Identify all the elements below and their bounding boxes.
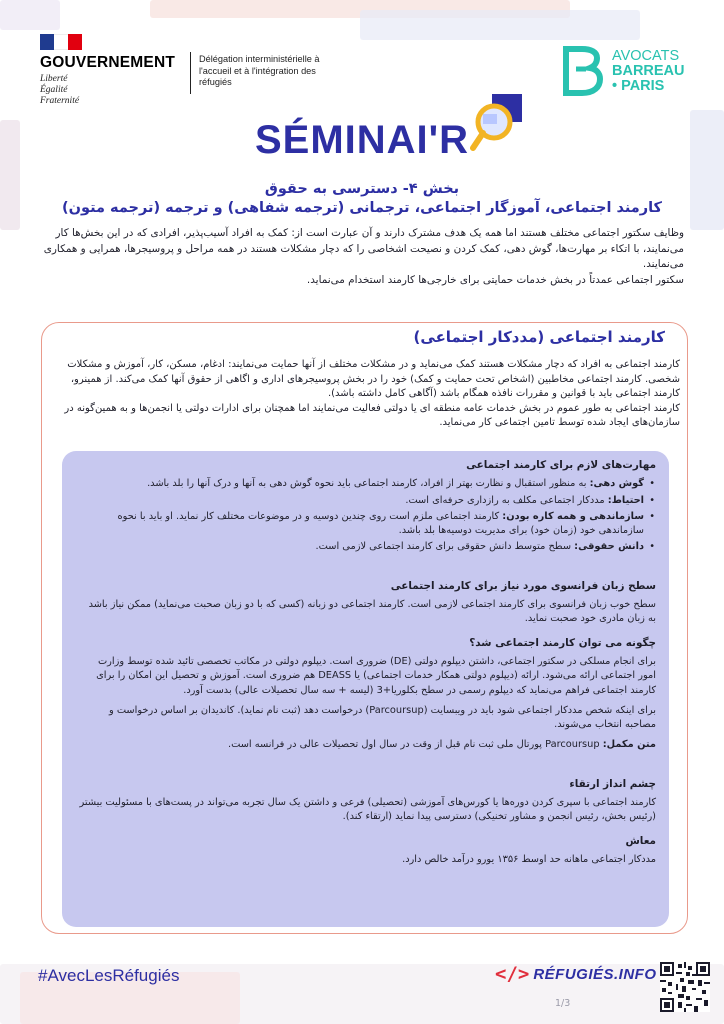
list-item: • سازماندهی و همه کاره بودن: کارمند اجتماعی ملزم است روی چندین دوسیه و در موضوعات مختلف کار نماید. او باید با نحوه سازماندهی خود (زمان خود) برای مدیریت دوسیه‌ها بلد باشد. xyxy=(78,510,644,539)
magnifier-icon xyxy=(470,92,530,158)
hashtag: #AvecLesRéfugiés xyxy=(38,966,180,985)
seminar-title xyxy=(0,118,724,163)
avocats-barreau-paris-logo: AVOCATS BARREAU • PARIS xyxy=(560,45,685,97)
skills-list xyxy=(78,477,656,554)
government-name: GOUVERNEMENT xyxy=(40,54,176,71)
government-logo xyxy=(40,34,200,107)
career-heading: چشم انداز ارتقاء xyxy=(569,777,656,790)
box-intro: کارمند اجتماعی به افراد که دچار مشکلات هستند کمک می‌نماید و در مشکلات مختلف از آنها حمایت می‌نمایند: ادغام، مسکن، کار، آموزش و مشکلات شخصی. کارمند اجتماعی مخاطبین (اشخاص تحت حمایت و کمک) خود را در بخش پروسیجرهای اداری و اگاهی از حقوق آنها کمک می‌کند. از همینرو، کارمند اجتماعی باید با قوانین و مقررات نافذه همگام باشد (آگاهی کامل داشته باشد). کارمند اجتماعی به طور عموم در بخش خدمات عامه منطقه ای یا دولتی فعالیت می‌نمایند اما همچنان برای ادارات دولتی یا انجمن‌ها و به همین‌گونه در سازمان‌های ایجاد شده توسط تامین اجتماعی کار می‌نماید. xyxy=(64,359,680,429)
how-to-become-text: برای انجام مسلکی در سکتور اجتماعی، داشتن دیپلوم دولتی (DE) ضروری است. دیپلوم دولتی در مکاتب تخصصی تائید شده توسط وزارت امور اجتماعی ارائه می‌شود. ارائه (دیپلوم دولتی همکار خدمات اجتماعی) یا DEASS هم ضروری است. آموزش و تحصیل این امکان را برای کارمند اجتماعی فراهم می‌نماید که دیپلوم رسمی در سطح بکلوریا+3 (لیسه + سه سال تحصیلات عالی) بدست آورد. xyxy=(96,655,656,696)
barreau-b-icon xyxy=(560,45,606,97)
salary-heading: معاش xyxy=(625,834,656,847)
french-flag-icon xyxy=(40,34,82,50)
salary-text: مددکار اجتماعی ماهانه حد اوسط ۱۳۵۶ یورو درآمد خالص دارد. xyxy=(402,853,656,865)
section-heading: بخش ۴- دسترسی به حقوق کارمند اجتماعی، آموزگار اجتماعی، ترجمانی (ترجمه شفاهی) و ترجمه (ترجمه متون) xyxy=(62,181,662,216)
french-level-text: سطح خوب زبان فرانسوی برای کارمند اجتماعی لازمی است. کارمند اجتماعی دو زبانه (کسی که با دو زبان صحبت می‌نماید) ممکن نیاز باشد به زبان مادری خود صحبت نماید. xyxy=(88,599,656,625)
list-item: • احتیاط: مددکار اجتماعی مکلف به رازداری حرفه‌ای است. xyxy=(78,494,644,508)
how-to-become-text: برای اینکه شخص مددکار اجتماعی شود باید در ویبسایت (Parcoursup) درخواست دهد (ثبت نام نماید). کاندیدان بر اساس درخواست و مصاحبه انتخاب می‌شوند. xyxy=(108,704,656,731)
complementary-note: متن مکمل: Parcoursup پورتال ملی ثبت نام قبل از وقت در سال اول تحصیلات عالی در فرانسه است. xyxy=(227,739,656,751)
list-item: • گوش دهی: به منظور استقبال و نظارت بهتر از افراد، کارمند اجتماعی باید نحوه گوش دهی به آنها و درک آنها را بلد باشد. xyxy=(78,477,644,491)
page-number: 1/3 xyxy=(555,998,571,1009)
government-motto: Liberté Égalité Fraternité xyxy=(40,74,80,106)
how-to-become-heading: چگونه می توان کارمند اجتماعی شد؟ xyxy=(469,636,656,649)
header-divider xyxy=(190,52,191,94)
intro-paragraph: وظایف سکتور اجتماعی مختلف هستند اما همه یک هدف مشترک دارند و آن عبارت است از: کمک به افراد آسیب‌پذیر، افرادی که در این بخش‌ها کار می‌نمایند، با اتکاء بر مهارت‌ها، گوش دهی، کمک کردن و نصیحت اشخاصی را که دچار مشکلات هستند در همه مراحل و پروسیجرها، همرایی و همکاری می‌نمایند. سکتور اجتماعی عمدتاً در بخش خدمات حمایتی برای خارجی‌ها کارمند استخدام می‌نماید. xyxy=(43,227,684,286)
list-item: • دانش حقوقی: سطح متوسط دانش حقوقی برای کارمند اجتماعی لازمی است. xyxy=(78,540,644,554)
code-brackets-icon: </> xyxy=(495,963,530,985)
career-text: کارمند اجتماعی با سپری کردن دوره‌ها یا کورس‌های آموزشی (تحصیلی) فرعی و داشتن یک سال تجربه می‌تواند در پست‌های با مسئولیت بیشتر (رئیس بخش، رئیس انجمن و مشاور تخنیکی) دسترسی پیدا نماید (ارتقاء کند). xyxy=(79,797,656,823)
box-title: کارمند اجتماعی (مددکار اجتماعی) xyxy=(413,328,665,346)
delegation-text: Délégation interministérielle à l'accueil et à l'intégration des réfugiés xyxy=(199,54,320,87)
page-title: SÉMINAI'R xyxy=(254,118,470,162)
background-decoration xyxy=(0,0,60,30)
qr-code-icon xyxy=(660,962,710,1012)
skills-heading: مهارت‌های لازم برای کارمند اجتماعی xyxy=(466,459,656,471)
background-decoration xyxy=(360,10,640,40)
details-content xyxy=(78,458,656,873)
french-level-heading: سطح زبان فرانسوی مورد نیاز برای کارمند اجتماعی xyxy=(390,579,656,592)
refugies-info-logo: </> RÉFUGIÉS.INFO xyxy=(495,963,657,985)
